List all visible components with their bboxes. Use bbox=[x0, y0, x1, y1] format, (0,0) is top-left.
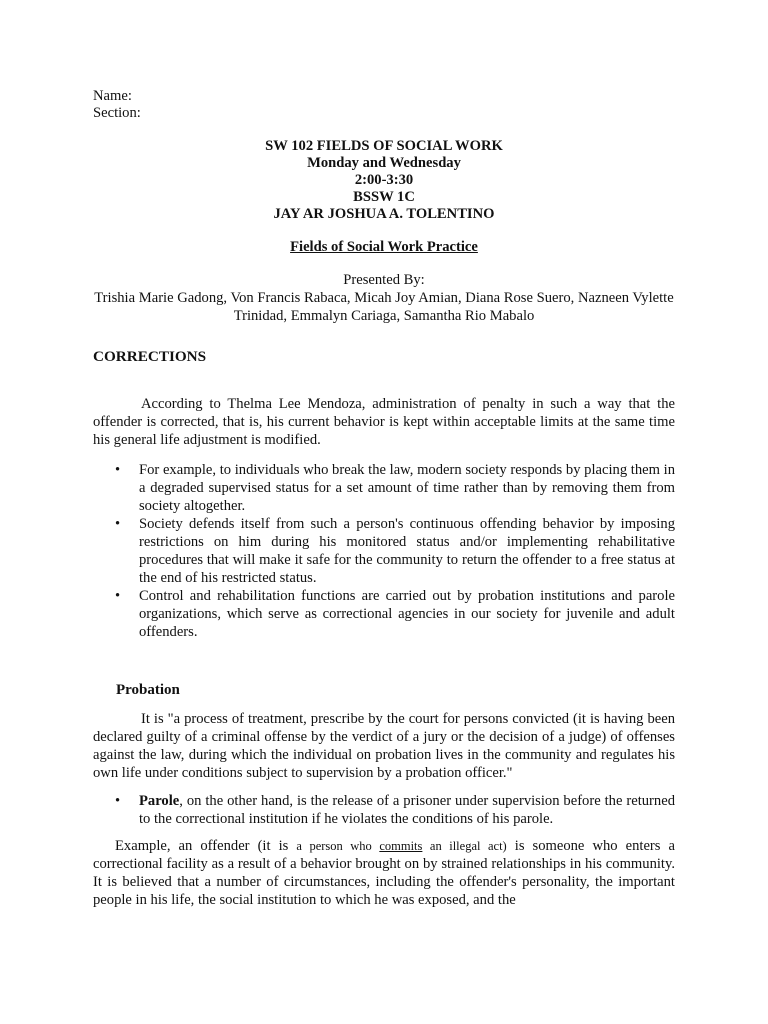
list-item bbox=[93, 792, 675, 828]
parole-term: Parole bbox=[139, 793, 180, 809]
presented-by-label: Presented By: bbox=[343, 272, 425, 288]
bullet-icon: • bbox=[115, 462, 121, 478]
course-title: SW 102 FIELDS OF SOCIAL WORK bbox=[265, 138, 503, 154]
section-label: Section: bbox=[93, 105, 141, 121]
bullet-text: Society defends itself from such a person's continuous offending behavior by imposing restrictions on him during his monitored status and/or implementing rehabilitative procedures that will make it safe for the community to return the offender to a free status at the end of his restricted status. bbox=[139, 516, 675, 586]
student-info bbox=[93, 88, 141, 122]
list-item bbox=[93, 515, 675, 587]
subtitle-text: Fields of Social Work Practice bbox=[290, 239, 478, 255]
probation-definition: It is "a process of treatment, prescribe by the court for persons convicted (it is having been declared guilty of a criminal offense by the verdict of a jury or the decision of a judge) of offenses against the law, during which the individual on probation lives in the community and regulates his own life under conditions subject to supervision by a probation officer." bbox=[93, 711, 675, 781]
list-item bbox=[93, 587, 675, 641]
bullet-text: For example, to individuals who break the law, modern society responds by placing them in a degraded supervised status for a set amount of time rather than by removing them from society altogether. bbox=[139, 462, 675, 514]
course-header bbox=[0, 138, 768, 223]
name-label: Name: bbox=[93, 88, 132, 104]
commits-link[interactable]: commits bbox=[379, 839, 423, 853]
example-small-1: a person who bbox=[296, 839, 380, 853]
parole-bullet-list bbox=[93, 792, 675, 828]
bullet-icon: • bbox=[115, 516, 121, 532]
probation-heading: Probation bbox=[116, 682, 180, 698]
document-subtitle bbox=[0, 238, 768, 256]
presenters-block bbox=[90, 271, 678, 325]
bullet-icon: • bbox=[115, 588, 121, 604]
bullet-icon: • bbox=[115, 793, 121, 809]
list-item bbox=[93, 461, 675, 515]
class-time: 2:00-3:30 bbox=[354, 172, 414, 188]
bullet-text: Control and rehabilitation functions are carried out by probation institutions and parole organizations, which serve as correctional agencies in our society for juvenile and adult offenders. bbox=[139, 588, 675, 640]
example-start: Example, an offender (it is bbox=[115, 838, 297, 854]
example-paragraph bbox=[93, 837, 675, 909]
corrections-bullet-list bbox=[93, 461, 675, 641]
presenter-names: Trishia Marie Gadong, Von Francis Rabaca, Micah Joy Amian, Diana Rose Suero, Nazneen Vylette Trinidad, Emmalyn Cariaga, Samantha Rio Mabalo bbox=[94, 290, 674, 324]
example-rest: is someone who enters a correctional facility as a result of a behavior brought on by strained relationships in his community. It is believed that a number of circumstances, including the offender's personality, the important people in his life, the social institution to which he was exposed, and the bbox=[93, 838, 675, 908]
corrections-intro: According to Thelma Lee Mendoza, administration of penalty in such a way that the offender is corrected, that is, his current behavior is kept within acceptable limits at the same time his general life adjustment is modified. bbox=[93, 396, 675, 448]
class-days: Monday and Wednesday bbox=[307, 155, 461, 171]
corrections-heading: CORRECTIONS bbox=[93, 348, 207, 365]
instructor-name: JAY AR JOSHUA A. TOLENTINO bbox=[273, 206, 495, 222]
parole-text: , on the other hand, is the release of a prisoner under supervision before the returned to the correctional institution if he violates the conditions of his parole. bbox=[139, 793, 675, 827]
example-small-2: an illegal act) bbox=[422, 839, 507, 853]
class-section: BSSW 1C bbox=[353, 189, 415, 205]
